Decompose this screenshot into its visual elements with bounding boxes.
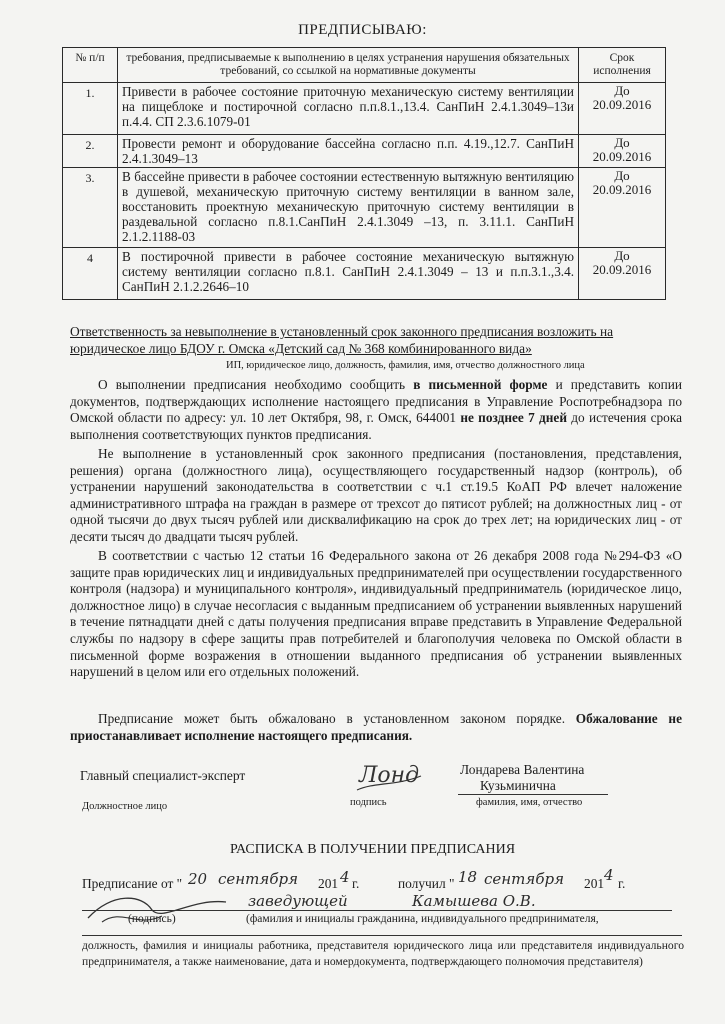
hand-day1: 20 [188, 870, 208, 888]
paragraph-text: Предписание может быть обжаловано в установленном законом порядке. [98, 711, 576, 726]
year-prefix1: 201 [318, 876, 339, 891]
receipt-received-label: получил " [398, 876, 455, 891]
paragraph-text: Не выполнение в установленный срок законного предписания (постановления, представления, решения) органа (должностного лица), осуществляющего государственный надзор (контроль), об устранении нарушений законодательства в соответствии с ч.1 ст.19.5 КоАП РФ влечет наложение административного штрафа на граждан в размере от трехсот до пятисот рублей; на должностных лиц - от одной тысячи до двух тысяч рублей или дисквалификацию на срок до трех лет; на юридических лиц - от десяти тысяч до двадцати тысяч рублей. [70, 446, 682, 544]
paragraph-report [70, 377, 682, 443]
row-num: 2. [63, 135, 118, 168]
hand-month1: сентября [218, 870, 299, 888]
receipt-underline-2 [82, 935, 682, 936]
row-text: Провести ремонт и оборудование бассейна согласно п.п. 4.19.,12.7. СанПиН 2.4.1.3049–13 [118, 135, 579, 168]
paragraph-text: до истечения срока выполнения соответствующих пунктов предписания. [70, 410, 682, 442]
paragraph-bold: Обжалование не приостанавливает исполнение настоящего предписания. [70, 711, 682, 743]
term-label: До [614, 248, 630, 263]
caption-receipt-fio: (фамилия и инициалы гражданина, индивидуального предпринимателя, [246, 913, 599, 925]
page-title: ПРЕДПИСЫВАЮ: [298, 22, 427, 38]
paragraph-bold: в письменной форме [413, 377, 548, 392]
table-row [63, 168, 666, 248]
header-num: № п/п [63, 48, 118, 83]
label-g2: г. [618, 876, 626, 891]
header-requirements: требования, предписываемые к выполнению в целях устранения нарушения обязательных требований, со ссылкой на нормативные документы [118, 48, 579, 83]
responsibility-caption: ИП, юридическое лицо, должность, фамилия, имя, отчество должностного лица [226, 360, 585, 371]
table-row [63, 248, 666, 300]
official-signature [355, 752, 425, 796]
hand-position: заведующей [248, 892, 348, 910]
row-text: В бассейне привести в рабочее состоянии естественную вытяжную вентиляцию в душевой, механическую приточную систему вентиляции в ванном зале, восстановить проектную механическую приточную систему вентиляции в раздевальной согласно п.8.1.СанПиН 2.4.1.3049 –13, п. 3.11.1. СанПиН 2.1.2.1188-03 [118, 168, 579, 248]
table-row [63, 135, 666, 168]
year-prefix2: 201 [584, 876, 605, 891]
paragraph-penalty [70, 446, 682, 546]
row-term [579, 168, 666, 248]
row-num: 3. [63, 168, 118, 248]
receipt-footnote: должность, фамилия и инициалы работника, представителя юридического лица или представителя индивидуального предпринимателя, а также наименование, дата и номердокумента, подтверждающего полномочия представителя) [82, 939, 684, 968]
header-term: Срок исполнения [579, 48, 666, 83]
term-label: До [614, 168, 630, 183]
row-num: 1. [63, 83, 118, 135]
caption-receipt-sign: (подпись) [128, 913, 176, 925]
responsibility-line1: Ответственность за невыполнение в установленный срок законного предписания возложить на [70, 324, 614, 339]
hand-day2: 18 [458, 868, 478, 886]
paragraph-appeal [70, 711, 682, 744]
paragraph-text: В соответствии с частью 12 статьи 16 Федерального закона от 26 декабря 2008 года №294-ФЗ «О защите прав юридических лиц и индивидуальных предпринимателей при осуществлении государственного контроля (надзора) и муниципального контроля», индивидуальный предприниматель (юридическое лицо, должностное лицо) в случае несогласия с выданным предписанием об устранении выявленных нарушений в течение пятнадцати дней с даты получения предписания вправе представить в Управление Федеральной службы по надзору в сфере защиты прав потребителей и благополучия человека по Омской области в письменной форме возражения в отношении выданного предписания об устранении выявленных нарушений в целом или его отдельных положений. [70, 548, 682, 680]
hand-month2: сентября [484, 870, 565, 888]
paragraph-text: и представить копии документов, подтверждающих исполнение настоящего предписания в Управление Роспотребнадзора по Омской области по адресу: ул. 10 лет Октября, 98, г. Омск, 644001 [70, 377, 682, 426]
caption-position: Должностное лицо [82, 801, 168, 812]
signer-name-line2: Кузьминична [480, 778, 556, 793]
receipt-title: РАСПИСКА В ПОЛУЧЕНИИ ПРЕДПИСАНИЯ [230, 842, 516, 857]
term-date: 20.09.2016 [592, 97, 652, 112]
term-date: 20.09.2016 [592, 149, 652, 164]
signer-name-line1: Лондарева Валентина [460, 762, 585, 777]
row-term [579, 248, 666, 300]
paragraph-bold: не позднее 7 дней [460, 410, 567, 426]
term-date: 20.09.2016 [592, 262, 652, 277]
hand-year1: 4 [340, 868, 350, 886]
caption-name: фамилия, имя, отчество [476, 797, 583, 808]
row-text: В постирочной привести в рабочее состояние механическую вытяжную систему вентиляции согласно п.8.1. СанПиН 2.4.1.3049 – 13 и п.п.3.1.,3.4. СанПиН 2.1.2.2646–10 [118, 248, 579, 300]
row-term [579, 135, 666, 168]
paragraph-text: О выполнении предписания необходимо сообщить [98, 377, 414, 392]
receipt-underline [82, 910, 672, 911]
signer-position: Главный специалист-эксперт [80, 768, 246, 783]
requirements-table [62, 47, 666, 300]
label-g1: г. [352, 876, 360, 891]
row-num: 4 [63, 248, 118, 300]
responsibility-line2: юридическое лицо БДОУ г. Омска «Детский сад № 368 комбинированного вида» [70, 341, 532, 356]
table-row [63, 83, 666, 135]
term-label: До [614, 83, 630, 98]
hand-name: Камышева О.В. [412, 892, 536, 910]
receipt-prescription-label: Предписание от " [82, 876, 183, 891]
row-text: Привести в рабочее состояние приточную механическую систему вентиляции на пищеблоке и постирочной согласно п.п.8.1.,13.4. СанПиН 2.4.1.3049–13и п.4.4. СП 2.3.6.1079-01 [118, 83, 579, 135]
caption-sign: подпись [350, 797, 387, 808]
row-term [579, 83, 666, 135]
term-label: До [614, 135, 630, 150]
signature-text: Лонд [359, 763, 420, 788]
paragraph-objection [70, 548, 682, 681]
table-header-row [63, 48, 666, 83]
hand-year2: 4 [604, 866, 614, 884]
name-underline [458, 794, 608, 795]
term-date: 20.09.2016 [592, 182, 652, 197]
